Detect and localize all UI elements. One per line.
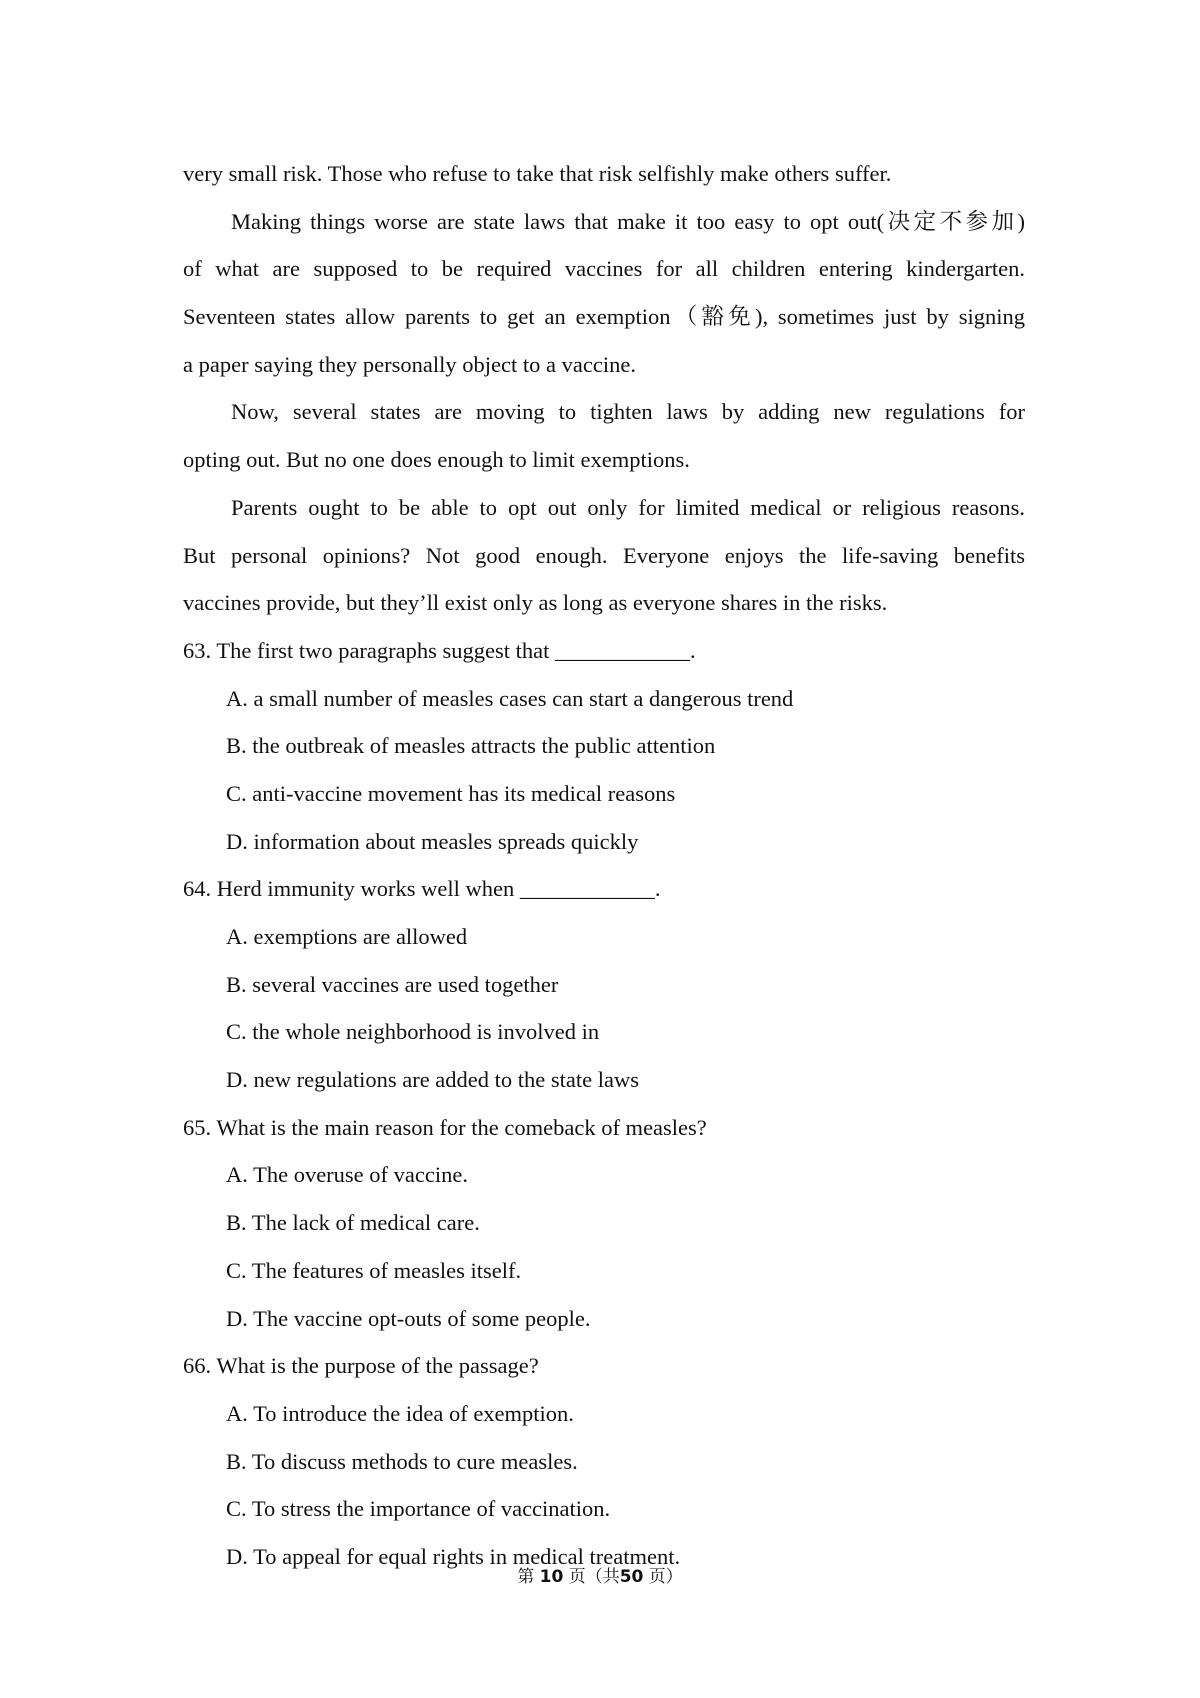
passage-line: Seventeen states allow parents to get an exemption（豁免), sometimes just by signing [183, 304, 1025, 330]
answer-option: B. several vaccines are used together [226, 971, 559, 997]
footer-suffix: 页） [648, 1567, 683, 1587]
answer-option: D. To appeal for equal rights in medical treatment. [226, 1543, 681, 1569]
current-page-number: 10 [539, 1567, 564, 1587]
answer-option: C. the whole neighborhood is involved in [226, 1019, 600, 1045]
total-page-count: 50 [619, 1567, 644, 1587]
passage [183, 150, 1025, 627]
answer-option: C. anti-vaccine movement has its medical reasons [226, 780, 676, 806]
question-66 [183, 1342, 1025, 1580]
answer-option: C. To stress the importance of vaccination. [226, 1496, 611, 1522]
answer-option: C. The features of measles itself. [226, 1257, 522, 1283]
passage-line: opting out. But no one does enough to limit exemptions. [183, 447, 690, 473]
exam-page [183, 150, 1025, 1581]
answer-option: D. information about measles spreads quickly [226, 828, 639, 854]
page-number-footer [0, 1562, 1200, 1587]
question-stem: 64. Herd immunity works well when ____________. [183, 876, 661, 902]
question-64 [183, 865, 1025, 1103]
question-stem: 66. What is the purpose of the passage? [183, 1353, 539, 1379]
answer-option: B. the outbreak of measles attracts the public attention [226, 733, 716, 759]
answer-option: A. The overuse of vaccine. [226, 1162, 468, 1188]
passage-line: very small risk. Those who refuse to take that risk selfishly make others suffer. [183, 161, 892, 186]
footer-prefix: 第 [517, 1567, 535, 1587]
answer-option: A. a small number of measles cases can start a dangerous trend [226, 685, 794, 711]
question-65 [183, 1104, 1025, 1342]
question-63 [183, 627, 1025, 865]
passage-line: a paper saying they personally object to a vaccine. [183, 351, 636, 377]
footer-middle: 页（共 [568, 1567, 620, 1587]
answer-option: B. The lack of medical care. [226, 1210, 480, 1236]
passage-line: of what are supposed to be required vaccines for all children entering kindergarten. [183, 256, 1025, 282]
question-stem: 65. What is the main reason for the comeback of measles? [183, 1114, 707, 1140]
answer-option: D. The vaccine opt-outs of some people. [226, 1305, 591, 1331]
passage-line: Parents ought to be able to opt out only for limited medical or religious reasons. [231, 494, 1025, 520]
answer-option: D. new regulations are added to the state laws [226, 1067, 639, 1093]
passage-line: But personal opinions? Not good enough. Everyone enjoys the life-saving benefits [183, 542, 1025, 568]
passage-line: Now, several states are moving to tighten laws by adding new regulations for [231, 399, 1025, 425]
passage-line: Making things worse are state laws that make it too easy to opt out(决定不参加) [231, 208, 1025, 234]
answer-option: A. exemptions are allowed [226, 924, 468, 949]
question-stem: 63. The first two paragraphs suggest that ____________. [183, 637, 696, 663]
answer-option: B. To discuss methods to cure measles. [226, 1448, 578, 1474]
passage-line: vaccines provide, but they’ll exist only as long as everyone shares in the risks. [183, 590, 888, 616]
answer-option: A. To introduce the idea of exemption. [226, 1400, 574, 1426]
